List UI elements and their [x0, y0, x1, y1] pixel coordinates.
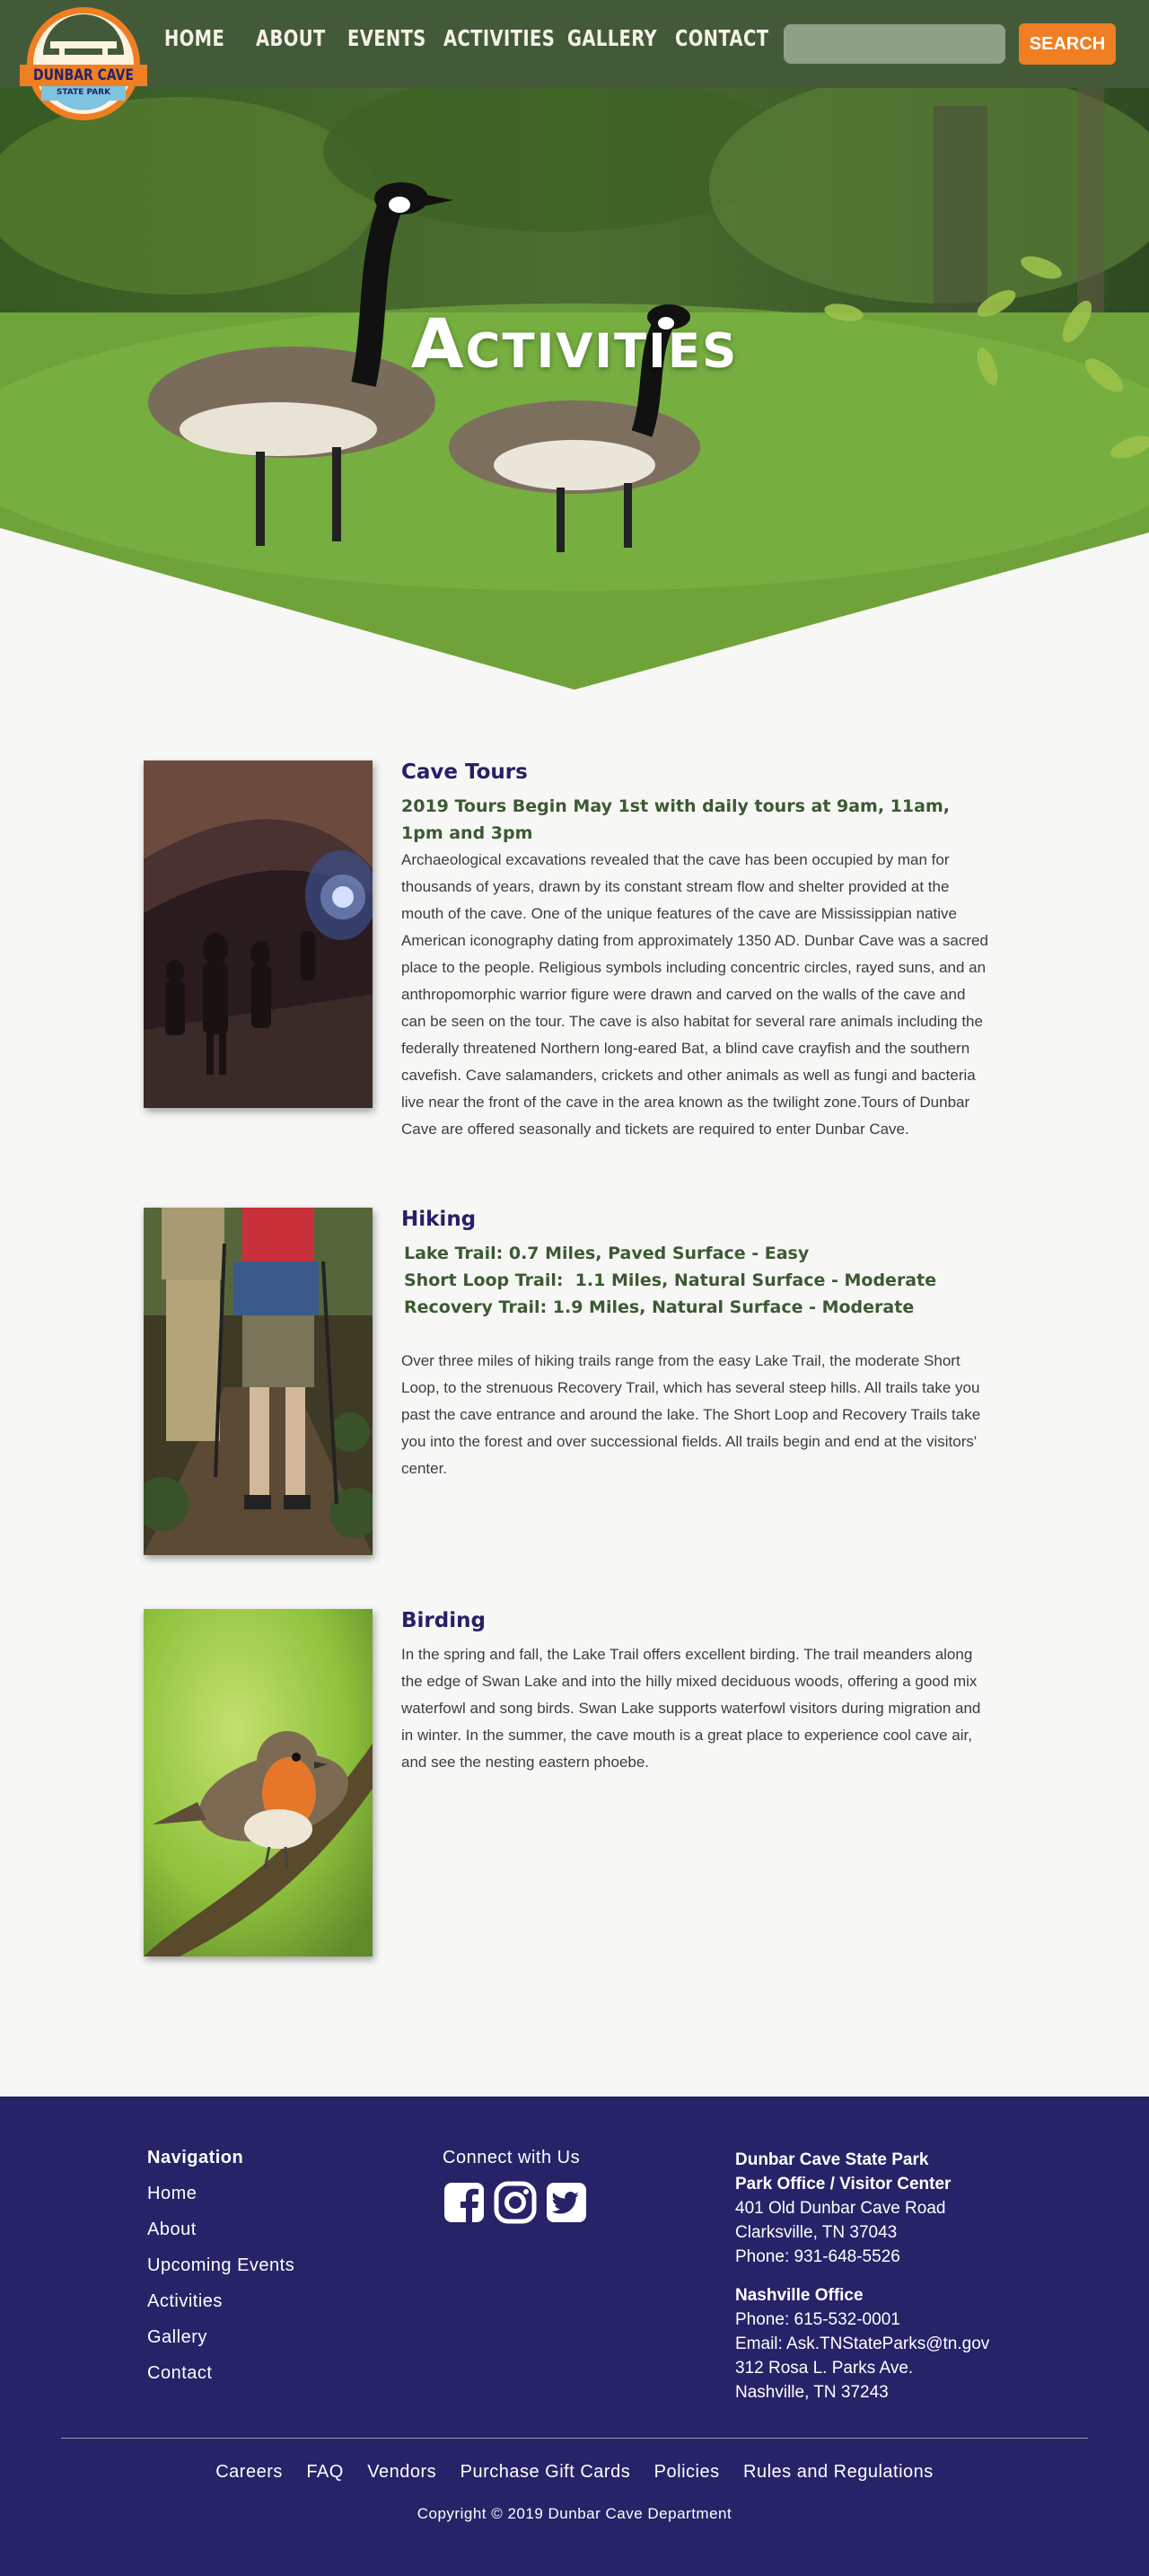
search-input[interactable]	[784, 24, 1005, 64]
footer-nav-heading: Navigation	[147, 2148, 244, 2167]
footer-link-events[interactable]: Upcoming Events	[147, 2255, 295, 2275]
activity-body: Archaeological excavations revealed that the cave has been occupied by man for thousands of years, drawn by its constant stream flow and shelter provided at the mouth of the cave. One of the unique features of the cave are Mississippian native American iconography dating from approximately 1350 AD. Dunbar Cave was a sacred place to the people. Religious symbols including concentric circles, rayed suns, and an anthropomorphic warrior figure were drawn and carved on the walls of the cave and can be seen on the tour. The cave is also habitat for several rare animals including the federally threatened Northern long-eared Bat, a blind cave crayfish and the southern cavefish. Cave salamanders, crickets and other animals as well as fungi and bacteria live near the front of the cave in the area known as the twilight zone.Tours of Dunbar Cave are offered seasonally and tickets are required to enter Dunbar Cave.	[401, 851, 988, 1138]
nashville-phone: Phone: 615-532-0001	[735, 2310, 900, 2329]
footer-link-rules[interactable]: Rules and Regulations	[743, 2462, 934, 2482]
park-logo[interactable]	[16, 5, 151, 122]
twitter-icon[interactable]	[545, 2181, 588, 2224]
nashville-email[interactable]: Email: Ask.TNStateParks@tn.gov	[735, 2334, 990, 2353]
birding-photo	[144, 1609, 373, 1956]
park-phone: Phone: 931-648-5526	[735, 2247, 900, 2266]
cave-tours-text	[401, 760, 1149, 1143]
footer-connect-heading: Connect with Us	[443, 2148, 581, 2167]
logo-subtitle: STATE PARK	[56, 88, 111, 97]
activity-subtitle: 2019 Tours Begin May 1st with daily tours at 9am, 11am, 1pm and 3pm	[401, 796, 950, 843]
nashville-address-1: 312 Rosa L. Parks Ave.	[735, 2359, 914, 2378]
hiking-photo	[144, 1208, 373, 1555]
footer-link-about[interactable]: About	[147, 2220, 197, 2239]
trail-list	[401, 1240, 1149, 1321]
footer-link-gift-cards[interactable]: Purchase Gift Cards	[460, 2462, 631, 2482]
site-header	[0, 0, 1149, 97]
nav-events[interactable]: EVENTS	[347, 25, 426, 51]
hero-title: Activities	[410, 303, 739, 383]
activity-title: Hiking	[401, 1208, 477, 1231]
site-footer	[0, 2097, 1149, 2576]
search-button[interactable]: SEARCH	[1019, 23, 1116, 65]
park-address-1: 401 Old Dunbar Cave Road	[735, 2199, 946, 2218]
hero-banner	[0, 88, 1149, 690]
footer-contact-info	[735, 2148, 989, 2405]
footer-divider	[61, 2438, 1088, 2439]
nav-gallery[interactable]: GALLERY	[567, 25, 658, 51]
cave-tours-photo	[144, 760, 373, 1108]
birding-text	[401, 1609, 1149, 1776]
trail-item: Recovery Trail: 1.9 Miles, Natural Surface - Moderate	[404, 1297, 915, 1317]
facebook-icon[interactable]	[443, 2181, 486, 2224]
footer-connect	[443, 2148, 588, 2224]
nashville-address-2: Nashville, TN 37243	[735, 2383, 889, 2402]
footer-link-policies[interactable]: Policies	[653, 2462, 720, 2482]
footer-link-contact[interactable]: Contact	[147, 2363, 213, 2383]
activity-title: Cave Tours	[401, 760, 528, 784]
main-nav	[164, 25, 769, 51]
footer-navigation	[147, 2148, 294, 2384]
instagram-icon[interactable]	[494, 2181, 537, 2224]
logo-badge-icon	[16, 5, 151, 122]
activity-title: Birding	[401, 1609, 486, 1632]
hiking-text	[401, 1208, 1149, 1482]
footer-link-vendors[interactable]: Vendors	[367, 2462, 437, 2482]
trail-item: Short Loop Trail: 1.1 Miles, Natural Surface - Moderate	[404, 1270, 937, 1290]
park-name: Dunbar Cave State Park	[735, 2150, 929, 2169]
trail-item: Lake Trail: 0.7 Miles, Paved Surface - Easy	[404, 1244, 810, 1263]
nav-contact[interactable]: CONTACT	[675, 25, 769, 51]
copyright: Copyright © 2019 Dunbar Cave Department	[417, 2505, 732, 2522]
nav-home[interactable]: HOME	[164, 25, 225, 51]
footer-link-faq[interactable]: FAQ	[306, 2462, 344, 2482]
activity-body: In the spring and fall, the Lake Trail offers excellent birding. The trail meanders along the edge of Swan Lake and into the hilly mixed deciduous woods, offering a good mix waterfowl and song birds. Swan Lake supports waterfowl visitors during migration and in winter. In the summer, the cave mouth is a great place to experience cool cave air, and see the nesting eastern phoebe.	[401, 1646, 981, 1771]
nav-about[interactable]: ABOUT	[256, 25, 326, 51]
park-address-2: Clarksville, TN 37043	[735, 2223, 898, 2242]
social-icons	[443, 2181, 588, 2224]
park-office: Park Office / Visitor Center	[735, 2175, 952, 2194]
nashville-heading: Nashville Office	[735, 2286, 864, 2305]
hero-image	[0, 88, 1149, 690]
footer-bottom-links	[0, 2462, 1149, 2483]
footer-link-careers[interactable]: Careers	[215, 2462, 283, 2482]
footer-link-home[interactable]: Home	[147, 2184, 197, 2203]
activity-body: Over three miles of hiking trails range from the easy Lake Trail, the moderate Short Loop, to the strenuous Recovery Trail, which has several steep hills. All trails take you past the cave entrance and around the lake. The Short Loop and Recovery Trails take you into the forest and over successional fields. All trails begin and end at the visitors' center.	[401, 1352, 981, 1477]
footer-link-gallery[interactable]: Gallery	[147, 2327, 207, 2347]
logo-name: DUNBAR CAVE	[33, 66, 134, 84]
footer-link-activities[interactable]: Activities	[147, 2291, 223, 2311]
nav-activities[interactable]: ACTIVITIES	[443, 25, 556, 51]
